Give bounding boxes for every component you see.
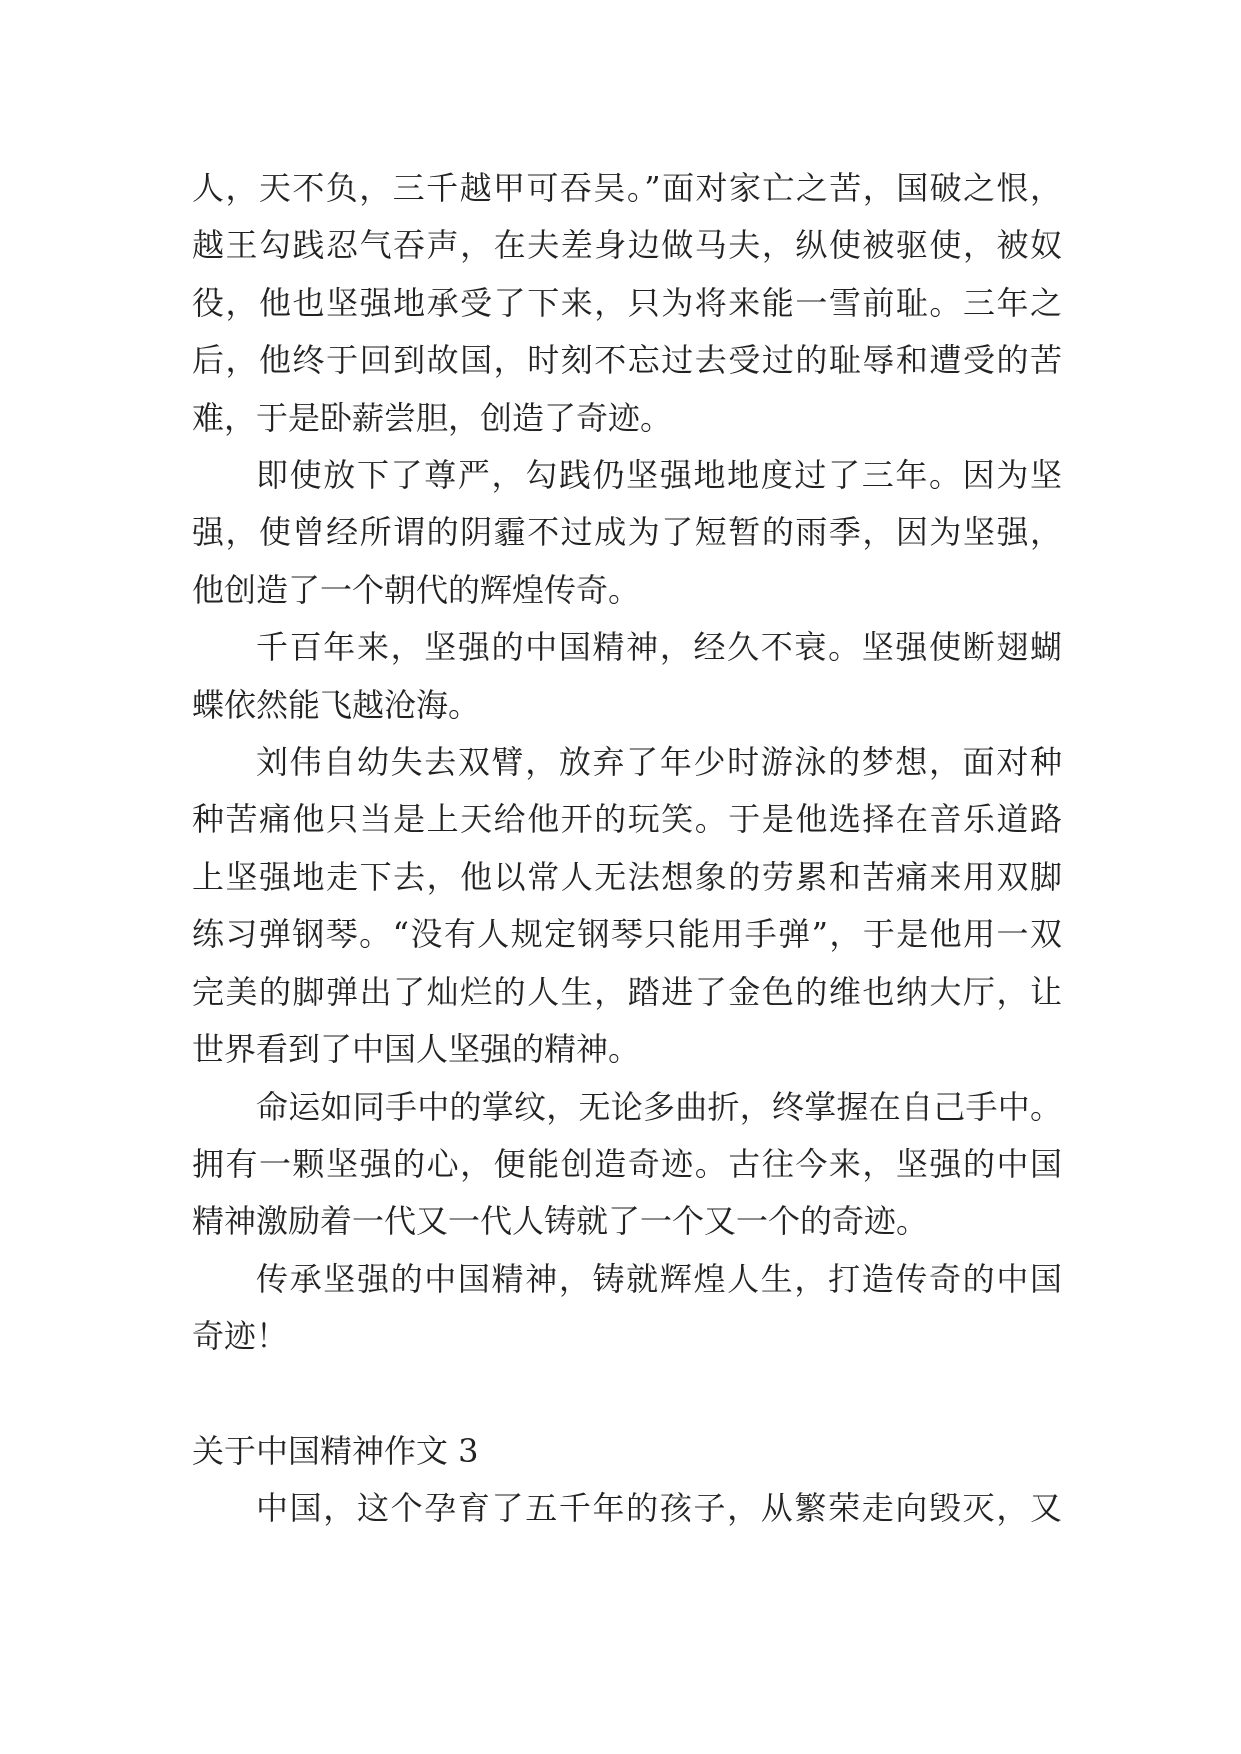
text-line: 后，他终于回到故国，时刻不忘过去受过的耻辱和遭受的苦: [192, 341, 1062, 380]
text-line: 完美的脚弹出了灿烂的人生，踏进了金色的维也纳大厅，让: [192, 972, 1062, 1011]
text-line: 蝶依然能飞越沧海。: [192, 685, 481, 724]
text-line: 世界看到了中国人坚强的精神。: [192, 1030, 641, 1069]
text-line: 人，天不负，三千越甲可吞吴。”面对家亡之苦，国破之恨，: [192, 169, 1062, 207]
text-line: 即使放下了尊严，勾践仍坚强地地度过了三年。因为坚: [256, 456, 1062, 495]
text-line: 奇迹！: [192, 1317, 289, 1356]
paragraph-destiny: [192, 1079, 1062, 1251]
essay-heading: 关于中国精神作文 3: [192, 1431, 479, 1470]
text-line: 千百年来，坚强的中国精神，经久不衰。坚强使断翅蝴: [256, 628, 1062, 667]
document-body: [192, 160, 1062, 1537]
text-line: 役，他也坚强地承受了下来，只为将来能一雪前耻。三年之: [192, 283, 1062, 322]
paragraph-conclusion: [192, 1251, 1062, 1366]
text-line: 中国，这个孕育了五千年的孩子，从繁荣走向毁灭，又: [256, 1488, 1062, 1527]
paragraph-liuwei: [192, 734, 1062, 1078]
paragraph-essay3-opening: [192, 1480, 1062, 1537]
paragraph-chinese-spirit: [192, 619, 1062, 734]
paragraph-goujian-perseverance: [192, 447, 1062, 619]
text-line: 强，使曾经所谓的阴霾不过成为了短暂的雨季，因为坚强，: [192, 513, 1062, 552]
text-line: 传承坚强的中国精神，铸就辉煌人生，打造传奇的中国: [256, 1259, 1062, 1298]
text-line: 精神激励着一代又一代人铸就了一个又一个的奇迹。: [192, 1202, 929, 1241]
paragraph-goujian-intro: [192, 160, 1062, 447]
text-line: 练习弹钢琴。“没有人规定钢琴只能用手弹”，于是他用一双: [192, 915, 1062, 954]
text-line: 刘伟自幼失去双臂，放弃了年少时游泳的梦想，面对种: [256, 743, 1062, 782]
text-line: 命运如同手中的掌纹，无论多曲折，终掌握在自己手中。: [256, 1087, 1062, 1126]
text-line: 上坚强地走下去，他以常人无法想象的劳累和苦痛来用双脚: [192, 857, 1062, 896]
text-line: 种苦痛他只当是上天给他开的玩笑。于是他选择在音乐道路: [192, 800, 1062, 839]
text-line: 拥有一颗坚强的心，便能创造奇迹。古往今来，坚强的中国: [192, 1144, 1062, 1183]
text-line: 难，于是卧薪尝胆，创造了奇迹。: [192, 398, 673, 437]
text-line: 越王勾践忍气吞声，在夫差身边做马夫，纵使被驱使，被奴: [192, 226, 1062, 265]
text-line: 他创造了一个朝代的辉煌传奇。: [192, 570, 641, 609]
